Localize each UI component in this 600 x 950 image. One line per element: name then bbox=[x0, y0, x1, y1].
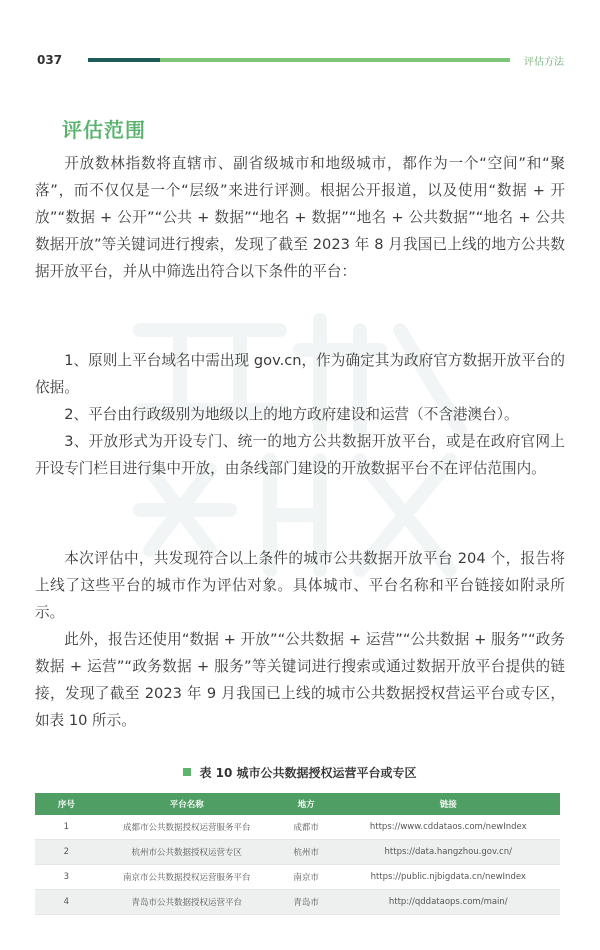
cell-city: 南京市 bbox=[276, 865, 337, 890]
table-caption-text: 表 10 城市公共数据授权运营平台或专区 bbox=[199, 766, 417, 780]
intro-block bbox=[35, 150, 565, 285]
table-row bbox=[35, 840, 560, 865]
table-caption bbox=[0, 764, 600, 781]
cell-index: 1 bbox=[35, 815, 98, 840]
platform-table bbox=[35, 793, 560, 915]
findings-paragraph-1: 本次评估中，共发现符合以上条件的城市公共数据开放平台 204 个，报告将上线了这些平台的城市作为评估对象。具体城市、平台名称和平台链接如附录所示。 bbox=[35, 550, 565, 621]
table-row bbox=[35, 890, 560, 915]
findings-block bbox=[35, 545, 565, 734]
cell-platform-name: 杭州市公共数据授权运营专区 bbox=[98, 840, 276, 865]
cell-index: 3 bbox=[35, 865, 98, 890]
header-rule-green bbox=[160, 58, 510, 62]
cell-index: 4 bbox=[35, 890, 98, 915]
running-header-section: 评估方法 bbox=[524, 57, 564, 68]
intro-paragraph: 开放数林指数将直辖市、副省级城市和地级城市，都作为一个“空间”和“聚落”，而不仅仅是一个“层级”来进行评测。根据公开报道，以及使用“数据 + 开放”“数据 + 公开”“公共 + 数据”“地名 + 数据”“地名 + 公共数据”“地名 + 公共数据开放”等关键词进行搜索，发现了截至 2023 年 8 月我国已上线的地方公共数据开放平台，并从中筛选出符合以下条件的平台： bbox=[35, 155, 565, 280]
cell-link[interactable]: https://public.njbigdata.cn/newIndex bbox=[337, 865, 560, 890]
cell-city: 杭州市 bbox=[276, 840, 337, 865]
table-row bbox=[35, 865, 560, 890]
table-header-row bbox=[35, 793, 560, 815]
cell-platform-name: 南京市公共数据授权运营服务平台 bbox=[98, 865, 276, 890]
cell-link[interactable]: https://data.hangzhou.gov.cn/ bbox=[337, 840, 560, 865]
table-row bbox=[35, 815, 560, 840]
cell-city: 青岛市 bbox=[276, 890, 337, 915]
header-index: 序号 bbox=[35, 793, 98, 815]
header-platform-name: 平台名称 bbox=[98, 793, 276, 815]
section-heading: 评估范围 bbox=[62, 118, 146, 142]
cell-link[interactable]: https://www.cddataos.com/newIndex bbox=[337, 815, 560, 840]
criteria-block bbox=[35, 347, 565, 482]
cell-link[interactable]: http://qddataops.com/main/ bbox=[337, 890, 560, 915]
page-number: 037 bbox=[37, 53, 63, 67]
header-link: 链接 bbox=[337, 793, 560, 815]
criteria-item-1: 1、原则上平台域名中需出现 gov.cn，作为确定其为政府官方数据开放平台的依据。 bbox=[35, 352, 565, 396]
header-city: 地方 bbox=[276, 793, 337, 815]
cell-platform-name: 青岛市公共数据授权运营平台 bbox=[98, 890, 276, 915]
caption-square-icon bbox=[183, 768, 191, 776]
criteria-item-3: 3、开放形式为开设专门、统一的地方公共数据开放平台，或是在政府官网上开设专门栏目进行集中开放，由条线部门建设的开放数据平台不在评估范围内。 bbox=[35, 433, 565, 477]
criteria-item-2: 2、平台由行政级别为地级以上的地方政府建设和运营（不含港澳台）。 bbox=[64, 406, 519, 423]
header-rule-dark bbox=[88, 58, 160, 62]
cell-index: 2 bbox=[35, 840, 98, 865]
cell-platform-name: 成都市公共数据授权运营服务平台 bbox=[98, 815, 276, 840]
findings-paragraph-2: 此外，报告还使用“数据 + 开放”“公共数据 + 运营”“公共数据 + 服务”“政务数据 + 运营”“政务数据 + 服务”等关键词进行搜索或通过数据开放平台提供的链接，发现了截至 2023 年 9 月我国已上线的城市公共数据授权营运平台或专区，如表 10 所示。 bbox=[35, 631, 565, 729]
cell-city: 成都市 bbox=[276, 815, 337, 840]
